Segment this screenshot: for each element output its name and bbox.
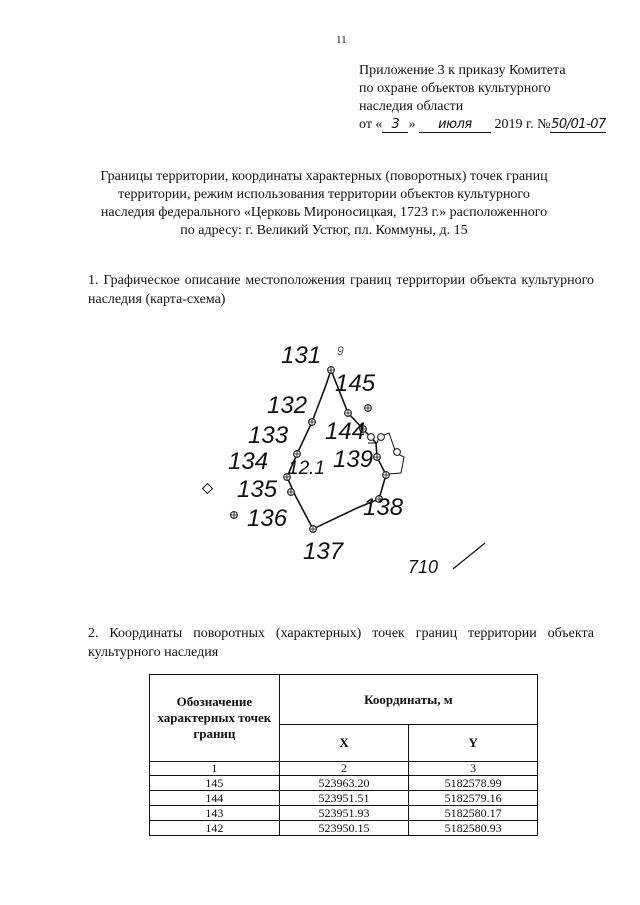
column-number: 3 [409,762,538,776]
document-title [82,168,566,240]
date-month: июля [419,118,491,133]
x-cell: 523963.20 [279,776,409,791]
date-mid: » [408,117,416,132]
section-1-heading: 1. Графическое описание местоположения границ территории объекта культурного наследия (карта-схема) [88,273,594,307]
x-cell: 523951.51 [279,791,409,806]
label-131: 131 [281,342,322,369]
title-line-4: по адресу: г. Великий Устюг, пл. Коммуны, д. 15 [180,223,468,238]
label-145: 145 [335,370,376,397]
order-number: 50/01-07 [551,117,606,132]
label-135: 135 [237,476,278,503]
label-132: 132 [267,392,308,419]
appendix-line-3: наследия области [359,99,464,114]
header-point-designation: Обозначение характерных точек границ [150,675,280,762]
appendix-line-1: Приложение 3 к приказу Комитета [359,63,566,78]
header-coordinates: Координаты, м [279,675,537,725]
date-year: 2019 г. № [494,117,551,132]
header-y: Y [409,725,538,762]
table-row [150,806,538,821]
point-marker-142 [378,434,385,441]
column-number: 2 [279,762,409,776]
label-138: 138 [363,494,404,521]
coordinates-table [149,674,538,836]
diamond-marker [203,484,213,494]
margin-stroke [453,543,485,569]
title-line-3: наследия федерального «Церковь Мироносицкая, 1723 г.» расположенного [100,205,548,220]
point-marker-143 [368,434,375,441]
label-133: 133 [248,422,289,449]
y-cell: 5182578.99 [409,776,538,791]
table-row [150,821,538,836]
stray-label-710: 710 [408,557,439,575]
label-136: 136 [247,505,288,532]
column-number-row [150,762,538,776]
appendix-block [359,62,606,134]
table-row [150,791,538,806]
page-number: 11 [336,34,347,46]
appendix-date-line [359,116,606,134]
y-cell: 5182580.93 [409,821,538,836]
label-139: 139 [333,446,374,473]
point-cell: 142 [150,821,280,836]
label-144: 144 [325,418,366,445]
section-2-heading: 2. Координаты поворотных (характерных) точек границ территории объекта культурного наследия [88,626,594,660]
header-x: X [279,725,409,762]
appendix-line-2: по охране объектов культурного [359,81,551,96]
date-prefix: от « [359,117,383,132]
stray-label-9: 9 [337,344,344,358]
x-cell: 523951.93 [279,806,409,821]
point-cell: 145 [150,776,280,791]
point-cell: 144 [150,791,280,806]
x-cell: 523950.15 [279,821,409,836]
boundary-map [195,335,495,575]
title-line-2: территории, режим использования территории объектов культурного [118,187,530,202]
column-number: 1 [150,762,280,776]
title-line-1: Границы территории, координаты характерных (поворотных) точек границ [100,169,548,184]
label-12-1: 12.1 [288,458,325,479]
y-cell: 5182579.16 [409,791,538,806]
date-day: 3 [382,118,408,133]
label-137: 137 [303,538,344,565]
point-marker-141 [394,449,401,456]
point-cell: 143 [150,806,280,821]
label-134: 134 [228,448,269,475]
table-row [150,776,538,791]
y-cell: 5182580.17 [409,806,538,821]
